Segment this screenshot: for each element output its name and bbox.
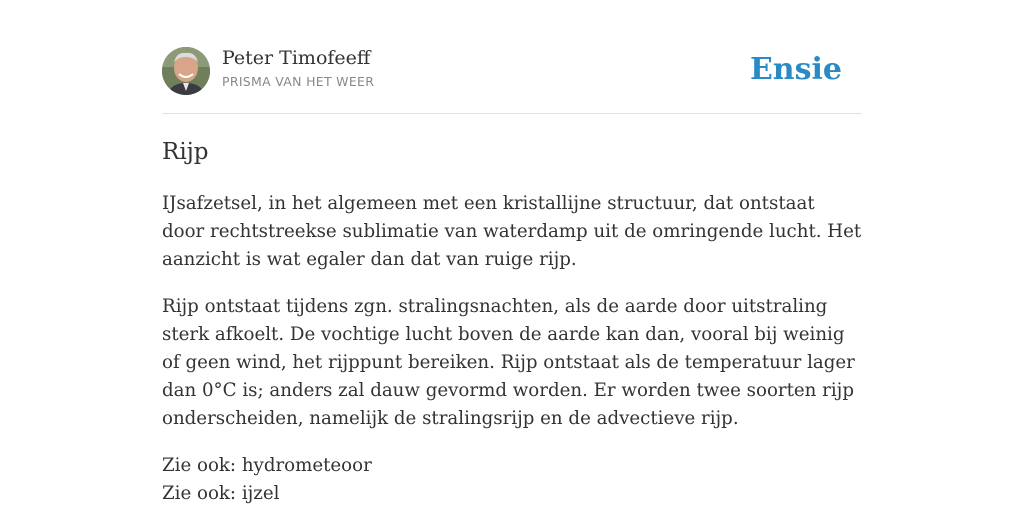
avatar-image <box>162 47 210 95</box>
author-header <box>162 46 862 96</box>
see-also-link-hydrometeoor[interactable]: Zie ook: hydrometeoor <box>162 455 372 476</box>
author-name[interactable]: Peter Timofeeff <box>222 47 371 69</box>
header-divider <box>162 113 862 114</box>
article-paragraph: Rijp ontstaat tijdens zgn. stralingsnachten, als de aarde door uitstraling sterk afkoelt. De vochtige lucht boven de aarde kan dan, vooral bij weinig of geen wind, het rijppunt bereiken. Rijp ontstaat als de temperatuur lager dan 0°C is; anders zal dauw gevormd worden. Er worden twee soorten rijp onderscheiden, namelijk de stralingsrijp en de advectieve rijp. <box>162 296 855 429</box>
article-paragraph: IJsafzetsel, in het algemeen met een kristallijne structuur, dat ontstaat door rechtstreekse sublimatie van waterdamp uit de omringende lucht. Het aanzicht is wat egaler dan dat van ruige rijp. <box>162 193 862 270</box>
see-also-link-ijzel[interactable]: Zie ook: ijzel <box>162 483 280 504</box>
article-title: Rijp <box>162 139 209 165</box>
avatar[interactable] <box>162 47 210 95</box>
article-body <box>162 190 862 508</box>
author-source: PRISMA VAN HET WEER <box>222 74 375 89</box>
brand-logo[interactable]: Ensie <box>749 52 842 87</box>
